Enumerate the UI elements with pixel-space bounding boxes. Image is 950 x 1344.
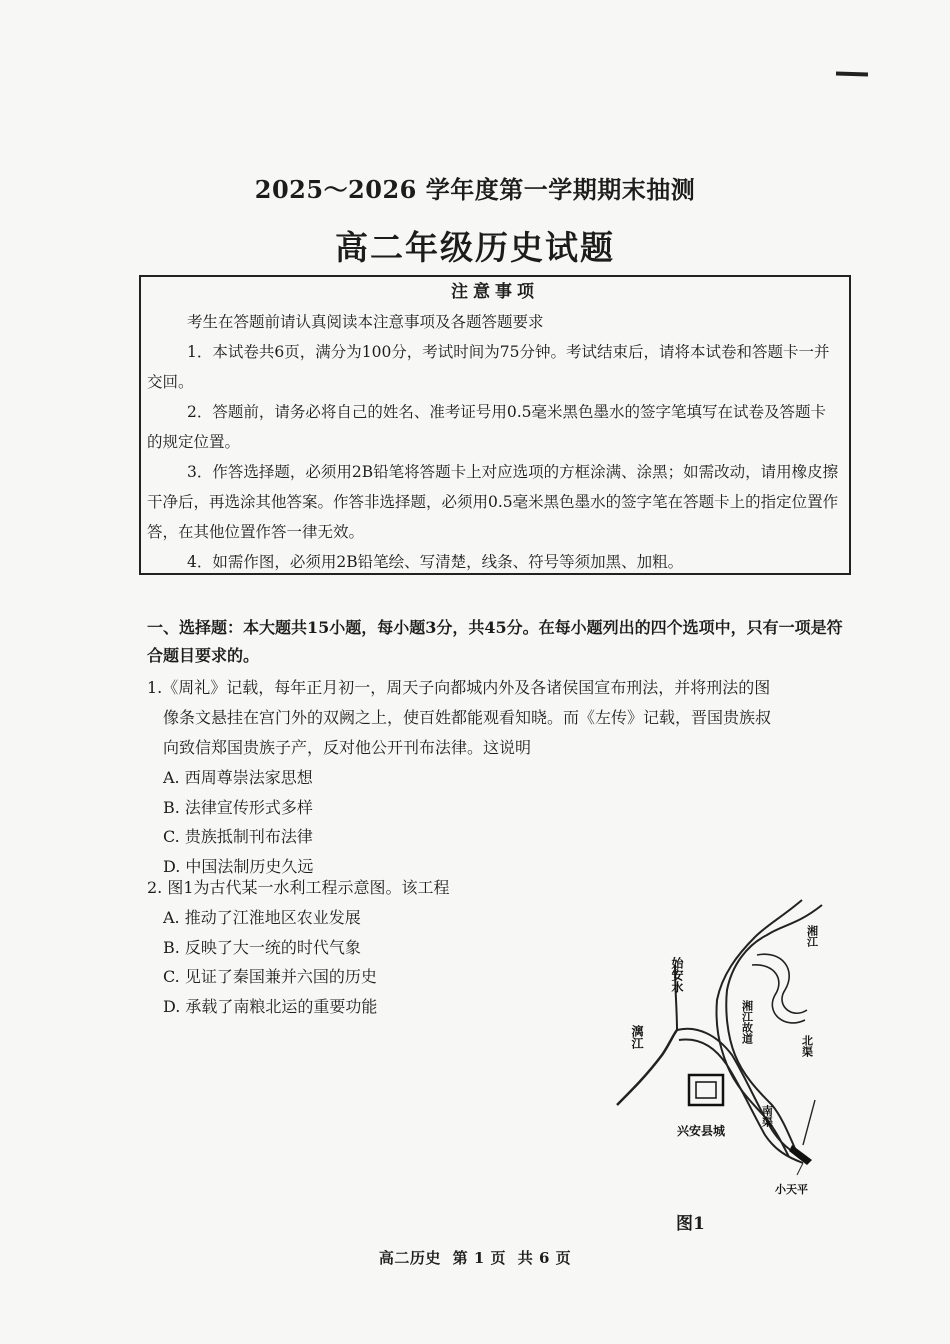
footer-page-number: 第 1 页 bbox=[452, 1249, 506, 1267]
notice-item-2: 2．答题前，请务必将自己的姓名、准考证号用0.5毫米黑色墨水的签字笔填写在试卷及答题卡的规定位置。 bbox=[147, 403, 827, 451]
exam-term-title: 2025～2026 学年度第一学期期末抽测 bbox=[254, 175, 696, 204]
xiang-bend-loop bbox=[757, 954, 807, 1013]
lingqu-canal-map bbox=[607, 895, 837, 1195]
dam-arm bbox=[803, 1100, 815, 1145]
notice-item-4: 4．如需作图，必须用2B铅笔绘、写清楚，线条、符号等须加黑、加粗。 bbox=[187, 553, 684, 571]
question-2-stem: 2. 图1为古代某一水利工程示意图。该工程 bbox=[147, 878, 450, 897]
label-nan-qu: 南渠 bbox=[760, 1105, 774, 1127]
li-river bbox=[617, 1030, 677, 1105]
xiang-bend-loop-2 bbox=[752, 965, 805, 1023]
question-2-option-a: A. 推动了江淮地区农业发展 bbox=[163, 908, 361, 927]
label-xiang-jiang: 湘江 bbox=[805, 925, 819, 947]
footer-subject: 高二历史 bbox=[378, 1249, 441, 1267]
xingan-county-wall-inner bbox=[696, 1082, 716, 1098]
label-xingan-city: 兴安县城 bbox=[677, 1124, 726, 1138]
question-2-option-c: C. 见证了秦国兼并六国的历史 bbox=[163, 967, 377, 986]
label-shian-shui: 始安水 bbox=[670, 957, 684, 993]
notice-title: 注意事项 bbox=[451, 282, 539, 302]
notice-box bbox=[139, 275, 851, 575]
label-bei-qu: 北渠 bbox=[800, 1035, 814, 1057]
scan-corner-mark bbox=[836, 71, 868, 76]
notice-item-1: 1．本试卷共6页，满分为100分，考试时间为75分钟。考试结束后，请将本试卷和答题卡一并交回。 bbox=[147, 343, 830, 391]
footer-total-pages: 共 6 页 bbox=[517, 1249, 572, 1267]
page-footer bbox=[0, 1247, 950, 1268]
question-1-stem-line-2: 像条文悬挂在宫门外的双阙之上，使百姓都能观看知晓。而《左传》记载，晋国贵族叔 bbox=[163, 708, 772, 727]
section-1-heading: 一、选择题：本大题共15小题，每小题3分，共45分。在每小题列出的四个选项中，只有一项是符合题目要求的。 bbox=[147, 618, 843, 665]
label-xiang-jiang-gudao: 湘江故道 bbox=[740, 1000, 754, 1044]
question-2 bbox=[147, 873, 627, 1021]
question-1-option-d: D. 中国法制历史久远 bbox=[163, 856, 314, 876]
question-1 bbox=[147, 673, 857, 881]
question-2-option-d: D. 承载了南粮北运的重要功能 bbox=[163, 996, 378, 1016]
notice-item-3: 3．作答选择题，必须用2B铅笔将答题卡上对应选项的方框涂满、涂黑；如需改动，请用橡皮擦干净后，再选涂其他答案。作答非选择题，必须用0.5毫米黑色墨水的签字笔在答题卡上的指定位置作答，在其他位置作答一律无效。 bbox=[147, 463, 839, 541]
label-li-jiang: 漓江 bbox=[630, 1025, 644, 1049]
exam-subject-title: 高二年级历史试题 bbox=[335, 228, 615, 267]
question-1-option-b: B. 法律宣传形式多样 bbox=[163, 797, 313, 817]
xingan-county-wall-outer bbox=[689, 1075, 723, 1105]
figure-caption: 图1 bbox=[676, 1214, 705, 1234]
dam-pointer bbox=[797, 1163, 803, 1175]
question-1-option-a: A. 西周尊崇法家思想 bbox=[163, 768, 313, 787]
question-2-option-b: B. 反映了大一统的时代气象 bbox=[163, 937, 361, 957]
notice-intro: 考生在答题前请认真阅读本注意事项及各题答题要求 bbox=[187, 313, 544, 331]
question-1-stem-line-3: 向致信郑国贵族子产，反对他公开刊布法律。这说明 bbox=[163, 738, 532, 757]
label-xiao-tianping: 小天平 bbox=[775, 1183, 808, 1195]
question-1-option-c: C. 贵族抵制刊布法律 bbox=[163, 827, 313, 846]
question-1-stem-line-1: 1.《周礼》记载，每年正月初一，周天子向都城内外及各诸侯国宣布刑法，并将刑法的图 bbox=[147, 678, 771, 697]
